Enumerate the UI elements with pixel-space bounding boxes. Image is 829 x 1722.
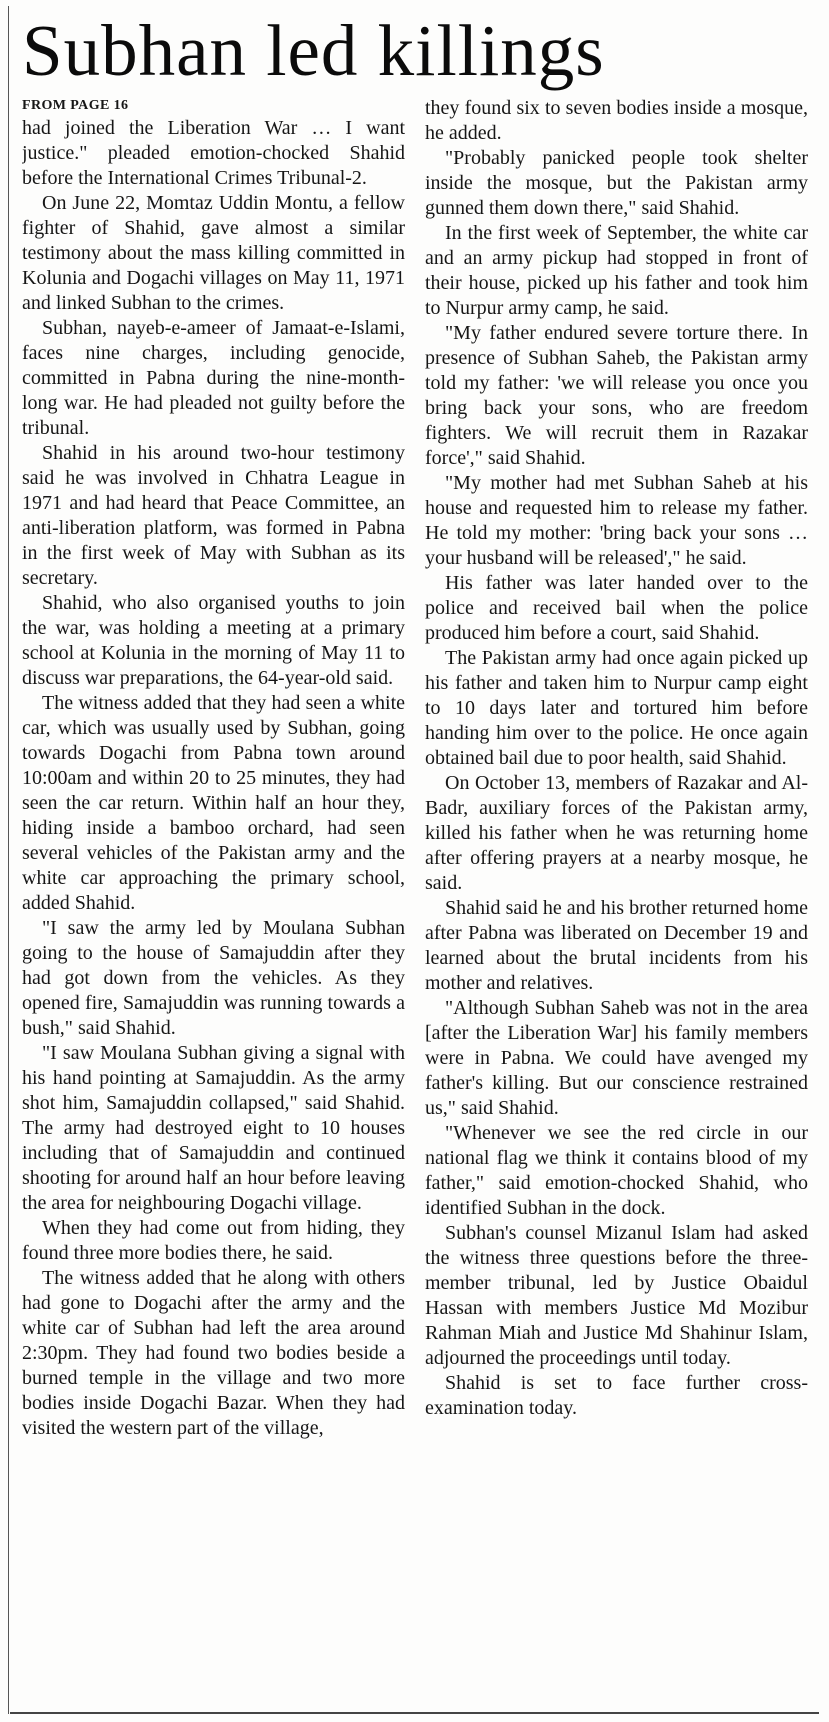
paragraph: they found six to seven bodies inside a mosque, he added. <box>425 97 808 144</box>
column-rule-left <box>8 6 9 1714</box>
paragraph: The witness added that they had seen a white car, which was usually used by Subhan, going towards Dogachi from Pabna town around 10:00am and within 20 to 25 minutes, they had seen the car return. Within half an hour they, hiding inside a bamboo orchard, had seen several vehicles of the Pakistan army and the white car approaching the primary school, added Shahid. <box>22 692 405 914</box>
paragraph: His father was later handed over to the police and received bail when the police produced him before a court, said Shahid. <box>425 572 808 644</box>
paragraph: In the first week of September, the white car and an army pickup had stopped in front of their house, picked up his father and took him to Nurpur army camp, he said. <box>425 222 808 319</box>
continued-from-label: FROM PAGE 16 <box>22 98 129 113</box>
paragraph: The witness added that he along with others had gone to Dogachi after the army and the white car of Subhan had left the area around 2:30pm. They had found two bodies beside a burned temple in the village and two more bodies inside Dogachi Bazar. When they had visited the western part of the village, <box>22 1267 405 1439</box>
paragraph: Shahid, who also organised youths to join the war, was holding a meeting at a primary school at Kolunia in the morning of May 11 to discuss war preparations, the 64-year-old said. <box>22 592 405 689</box>
paragraph: The Pakistan army had once again picked up his father and taken him to Nurpur camp eight to 10 days later and tortured him before handing him over to the police. He once again obtained bail due to poor health, said Shahid. <box>425 647 808 769</box>
paragraph: "I saw Moulana Subhan giving a signal with his hand pointing at Samajuddin. As the army shot him, Samajuddin collapsed," said Shahid. The army had destroyed eight to 10 houses including that of Samajuddin and continued shooting for around half an hour before leaving the area for neighbouring Dogachi village. <box>22 1042 405 1214</box>
headline: Subhan led killings <box>22 10 605 91</box>
paragraph: Shahid said he and his brother returned home after Pabna was liberated on December 19 and learned about the brutal incidents from his mother and relatives. <box>425 897 808 994</box>
paragraph: "I saw the army led by Moulana Subhan going to the house of Samajuddin after they had got down from the vehicles. As they opened fire, Samajuddin was running towards a bush," said Shahid. <box>22 917 405 1039</box>
column-1 <box>22 96 405 1696</box>
paragraph: "My mother had met Subhan Saheb at his house and requested him to release my father. He told my mother: 'bring back your sons … your husband will be released'," he said. <box>425 472 808 569</box>
paragraph: "Whenever we see the red circle in our national flag we think it contains blood of my father," said emotion-chocked Shahid, who identified Subhan in the dock. <box>425 1122 808 1219</box>
paragraph: had joined the Liberation War … I want justice." pleaded emotion-chocked Shahid before the International Crimes Tribunal-2. <box>22 117 405 189</box>
paragraph: On June 22, Momtaz Uddin Montu, a fellow fighter of Shahid, gave almost a similar testimony about the mass killing committed in Kolunia and Dogachi villages on May 11, 1971 and linked Subhan to the crimes. <box>22 192 405 314</box>
paragraph: When they had come out from hiding, they found three more bodies there, he said. <box>22 1217 405 1264</box>
paragraph: Subhan's counsel Mizanul Islam had asked the witness three questions before the three-member tribunal, led by Justice Obaidul Hassan with members Justice Md Mozibur Rahman Miah and Justice Md Shahinur Islam, adjourned the proceedings until today. <box>425 1222 808 1369</box>
paragraph: "Probably panicked people took shelter inside the mosque, but the Pakistan army gunned them down there," said Shahid. <box>425 147 808 219</box>
paragraph: On October 13, members of Razakar and Al-Badr, auxiliary forces of the Pakistan army, killed his father when he was returning home after offering prayers at a nearby mosque, he said. <box>425 772 808 894</box>
paragraph: "Although Subhan Saheb was not in the area [after the Liberation War] his family members were in Pabna. We could have avenged my father's killing. But our conscience restrained us," said Shahid. <box>425 997 808 1119</box>
column-2 <box>425 96 808 1696</box>
paragraph: Shahid in his around two-hour testimony said he was involved in Chhatra League in 1971 and had heard that Peace Committee, an anti-liberation platform, was formed in Pabna in the first week of May with Subhan as its secretary. <box>22 442 405 589</box>
paragraph: Shahid is set to face further cross-examination today. <box>425 1372 808 1419</box>
paragraph: Subhan, nayeb-e-ameer of Jamaat-e-Islami, faces nine charges, including genocide, committed in Pabna during the nine-month-long war. He had pleaded not guilty before the tribunal. <box>22 317 405 439</box>
article-body <box>22 96 808 1696</box>
paragraph: "My father endured severe torture there. In presence of Subhan Saheb, the Pakistan army told my father: 'we will release you once you bring back your sons, who are freedom fighters. We will recruit them in Razakar force'," said Shahid. <box>425 322 808 469</box>
bottom-rule <box>10 1712 819 1714</box>
